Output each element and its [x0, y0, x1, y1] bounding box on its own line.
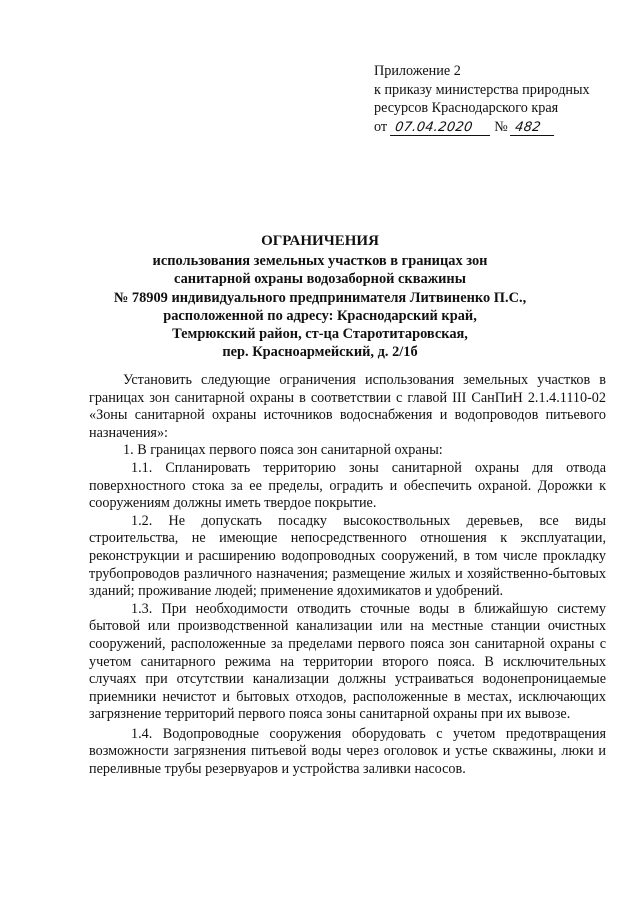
appendix-date-line	[374, 118, 624, 137]
document-title	[70, 232, 570, 361]
title-heading: ОГРАНИЧЕНИЯ	[261, 233, 379, 249]
document-body	[89, 372, 606, 779]
item-1-2: 1.2. Не допускать посадку высокоствольных деревьев, все виды строительства, не имеющие непосредственного отношения к эксплуатации, реконструкции и расширению водопроводных сооружений, в том числе прокладку трубопроводов различного назначения; размещение жилых и хозяйственно-бытовых зданий; проживание людей; применение ядохимикатов и удобрений.	[89, 512, 606, 600]
appendix-line-1: Приложение 2	[374, 63, 461, 79]
title-line: пер. Красноармейский, д. 2/1б	[222, 344, 418, 361]
title-line: санитарной охраны водозаборной скважины	[174, 271, 466, 288]
handwritten-number: 482	[510, 121, 556, 136]
title-line: № 78909 индивидуального предпринимателя Литвиненко П.С.,	[113, 289, 527, 306]
title-line: Темрюкский район, ст-ца Старотитаровская,	[172, 326, 468, 343]
item-1-4: 1.4. Водопроводные сооружения оборудовать с учетом предотвращения возможности загрязнения питьевой воды через оголовок и устье скважины, люки и переливные трубы резервуаров и устройства заливки насосов.	[89, 725, 606, 778]
number-label: №	[494, 118, 508, 135]
title-line: использования земельных участков в границах зон	[152, 253, 488, 270]
handwritten-date: 07.04.2020	[390, 121, 492, 136]
item-1: 1. В границах первого пояса зон санитарной охраны:	[123, 442, 443, 459]
from-label: от	[374, 118, 388, 135]
appendix-line-3: ресурсов Краснодарского края	[374, 100, 559, 116]
appendix-block	[374, 62, 624, 136]
item-1-1: 1.1. Спланировать территорию зоны санитарной охраны для отвода поверхностного стока за ее пределы, оградить и обеспечить охраной. Дорожки к сооружениям должны иметь твердое покрытие.	[89, 459, 606, 512]
appendix-line-2: к приказу министерства природных	[374, 81, 590, 98]
intro-paragraph: Установить следующие ограничения использования земельных участков в границах зон санитарной охраны в соответствии с главой III СанПиН 2.1.4.1110-02 «Зоны санитарной охраны источников водоснабжения и водопроводов питьевого назначения»:	[89, 372, 606, 441]
title-line: расположенной по адресу: Краснодарский край,	[163, 307, 477, 324]
item-1-3: 1.3. При необходимости отводить сточные воды в ближайшую систему бытовой или производственной канализации или на местные станции очистных сооружений, расположенные за пределами первого пояса зон санитарной охраны с учетом санитарного режима на территории второго пояса. В исключительных случаях при отсутствии канализации должны устраиваться водонепроницаемые приемники нечистот и бытовых отходов, расположенные в местах, исключающих загрязнение территорий первого пояса зоны санитарной охраны при их вывозе.	[89, 600, 606, 723]
